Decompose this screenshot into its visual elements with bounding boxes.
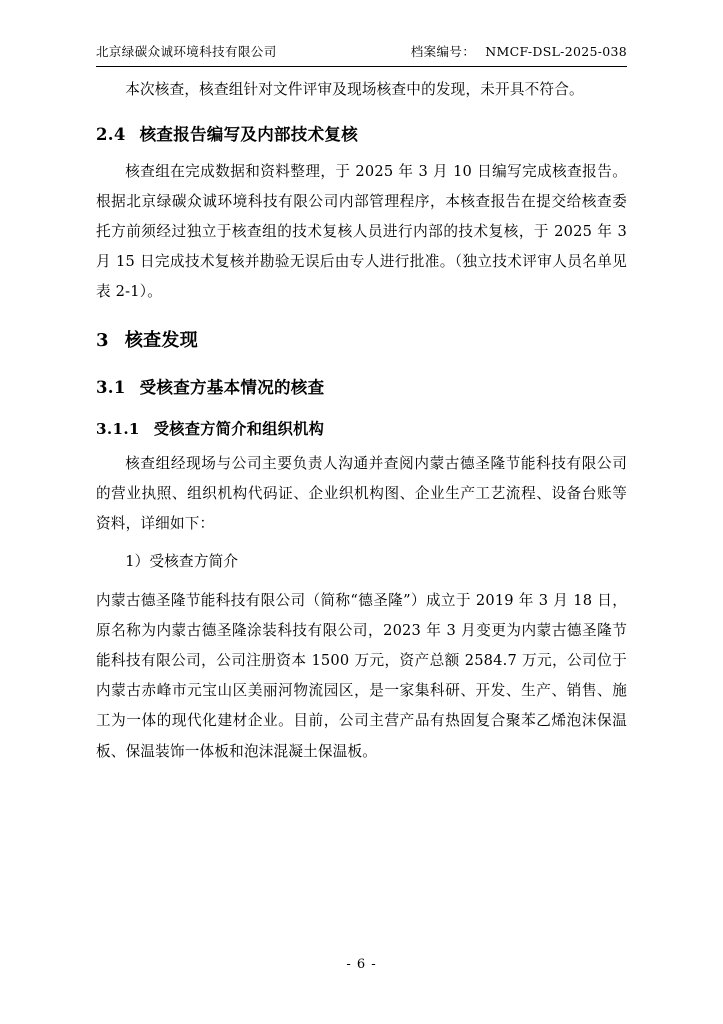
heading-3-1-number: 3.1: [96, 377, 126, 397]
heading-3: [96, 324, 627, 358]
heading-2-4-title: 核查报告编写及内部技术复核: [139, 125, 359, 145]
page-footer: [0, 957, 723, 972]
spacer: [96, 67, 627, 75]
heading-3-title: 核查发现: [124, 329, 199, 351]
item-1-paragraph: 内蒙古德圣隆节能科技有限公司（简称“德圣隆”）成立于 2019 年 3 月 18 日，原名称为内蒙古德圣隆涂装科技有限公司，2023 年 3 月变更为内蒙古德圣隆节能科技有限公司，公司注册资本 1500 万元，资产总额 2584.7 万元，公司位于内蒙古赤峰市元宝山区美丽河物流园区，是一家集科研、开发、生产、销售、施工为一体的现代化建材企业。目前，公司主营产品有热固复合聚苯乙烯泡沫保温板、保温装饰一体板和泡沫混凝土保温板。: [96, 591, 627, 760]
section-2-4-paragraph: 核查组在完成数据和资料整理，于 2025 年 3 月 10 日编写完成核查报告。根据北京绿碳众诚环境科技有限公司内部管理程序，本核查报告在提交给核查委托方前须经过独立于核查组的技术复核人员进行内部的技术复核，于 2025 年 3 月 15 日完成技术复核并勘验无误后由专人进行批准。（独立技术评审人员名单见表 2-1）。: [96, 162, 627, 301]
document-body: [96, 67, 627, 767]
intro-paragraph: 本次核查，核查组针对文件评审及现场核查中的发现，未开具不符合。: [125, 81, 584, 98]
heading-3-1-1-number: 3.1.1: [96, 420, 140, 439]
heading-3-1-1: [96, 415, 627, 445]
heading-3-1-1-title: 受核查方简介和组织机构: [153, 420, 325, 439]
heading-2-4: [96, 119, 627, 150]
heading-3-1-title: 受核查方基本情况的核查: [139, 377, 325, 397]
header-archive-code: [411, 42, 627, 60]
header-company-name: 北京绿碳众诚环境科技有限公司: [96, 44, 277, 59]
header-code-value: NMCF-DSL-2025-038: [485, 44, 627, 59]
page-number: - 6 -: [346, 957, 377, 972]
heading-2-4-number: 2.4: [96, 125, 126, 145]
spacer: [96, 578, 627, 586]
page-content: [96, 42, 627, 767]
section-3-1-1-paragraph: 核查组经现场与公司主要负责人沟通并查阅内蒙古德圣隆节能科技有限公司的营业执照、组织机构代码证、企业织机构图、企业生产工艺流程、设备台账等资料，详细如下：: [96, 454, 627, 533]
item-1-title: 1）受核查方简介: [125, 553, 239, 571]
header-code-label: 档案编号：: [410, 44, 476, 59]
spacer: [96, 539, 627, 547]
heading-3-1: [96, 372, 627, 403]
heading-3-number: 3: [96, 329, 109, 351]
page-header: [96, 42, 627, 67]
